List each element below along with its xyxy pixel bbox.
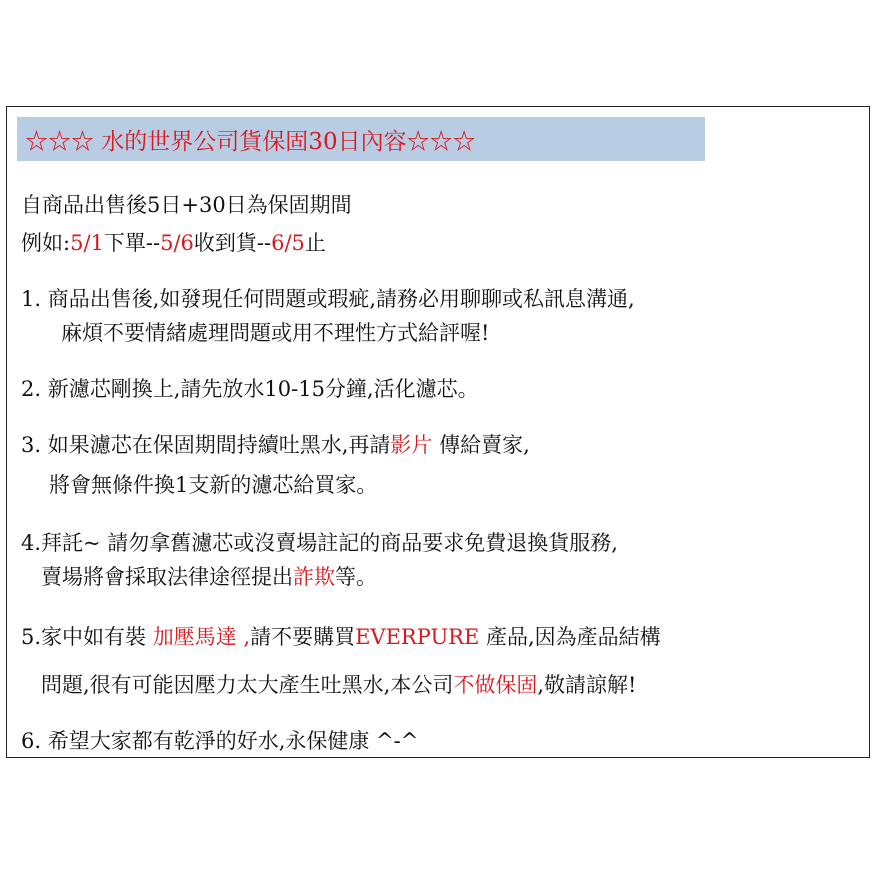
item-3-text-a: 3. 如果濾芯在保固期間持續吐黑水,再請 bbox=[21, 433, 391, 457]
example-order-text: 下單-- bbox=[103, 231, 161, 255]
item-1-line-2 bbox=[61, 319, 489, 347]
item-4-line-1 bbox=[21, 529, 618, 557]
example-end-text: 止 bbox=[304, 231, 326, 255]
item-5-line-2 bbox=[41, 671, 636, 699]
item-5-text-b: 請不要購買 bbox=[250, 625, 356, 649]
item-5-pump-highlight: 加壓馬達 , bbox=[152, 625, 251, 649]
example-receive-date: 5/6 bbox=[160, 231, 194, 255]
item-4-line-2 bbox=[41, 563, 377, 591]
item-1-text: 1. 商品出售後,如發現任何問題或瑕疵,請務必用聊聊或私訊息溝通, bbox=[21, 287, 635, 311]
example-prefix: 例如: bbox=[21, 231, 71, 255]
item-6-text: 6. 希望大家都有乾淨的好水,永保健康 ^-^ bbox=[21, 729, 419, 753]
warranty-period-line bbox=[21, 191, 352, 219]
item-4-fraud-highlight: 詐欺 bbox=[293, 565, 335, 589]
item-4-text-a: 賣場將會採取法律途徑提出 bbox=[41, 565, 293, 589]
item-6-line-1 bbox=[21, 727, 418, 755]
item-3-line-2 bbox=[49, 471, 377, 499]
item-4-text: 4.拜託~ 請勿拿舊濾芯或沒賣場註記的商品要求免費退換貨服務, bbox=[21, 531, 618, 555]
item-3-text-b: 傳給賣家, bbox=[432, 433, 530, 457]
item-5-text-d: 問題,很有可能因壓力太大產生吐黑水,本公司 bbox=[41, 673, 454, 697]
item-5-text-c: 產品,因為產品結構 bbox=[479, 625, 661, 649]
item-5-brand-highlight: EVERPURE bbox=[355, 625, 480, 649]
example-line bbox=[21, 229, 326, 257]
notice-title: ☆☆☆ 水的世界公司貨保固30日內容☆☆☆ bbox=[17, 117, 705, 161]
item-2-text: 2. 新濾芯剛換上,請先放水10-15分鐘,活化濾芯。 bbox=[21, 377, 479, 401]
item-3-video-highlight: 影片 bbox=[390, 433, 433, 457]
item-5-text-a: 5.家中如有裝 bbox=[21, 625, 153, 649]
warranty-notice-box bbox=[6, 106, 870, 758]
item-5-line-1 bbox=[21, 623, 661, 651]
example-end-date: 6/5 bbox=[271, 231, 305, 255]
item-2-line-1 bbox=[21, 375, 479, 403]
item-5-no-warranty-highlight: 不做保固 bbox=[453, 673, 538, 697]
item-3-line-1 bbox=[21, 431, 530, 459]
item-3-text-cont: 將會無條件換1支新的濾芯給買家。 bbox=[49, 473, 378, 497]
item-5-text-e: ,敬請諒解! bbox=[537, 673, 637, 697]
example-receive-text: 收到貨-- bbox=[193, 231, 272, 255]
item-4-text-b: 等。 bbox=[335, 565, 377, 589]
example-order-date: 5/1 bbox=[70, 231, 104, 255]
item-1-line-1 bbox=[21, 285, 635, 313]
warranty-period-text: 自商品出售後5日+30日為保固期間 bbox=[21, 193, 352, 217]
item-1-text-cont: 麻煩不要情緒處理問題或用不理性方式給評喔! bbox=[61, 321, 490, 345]
